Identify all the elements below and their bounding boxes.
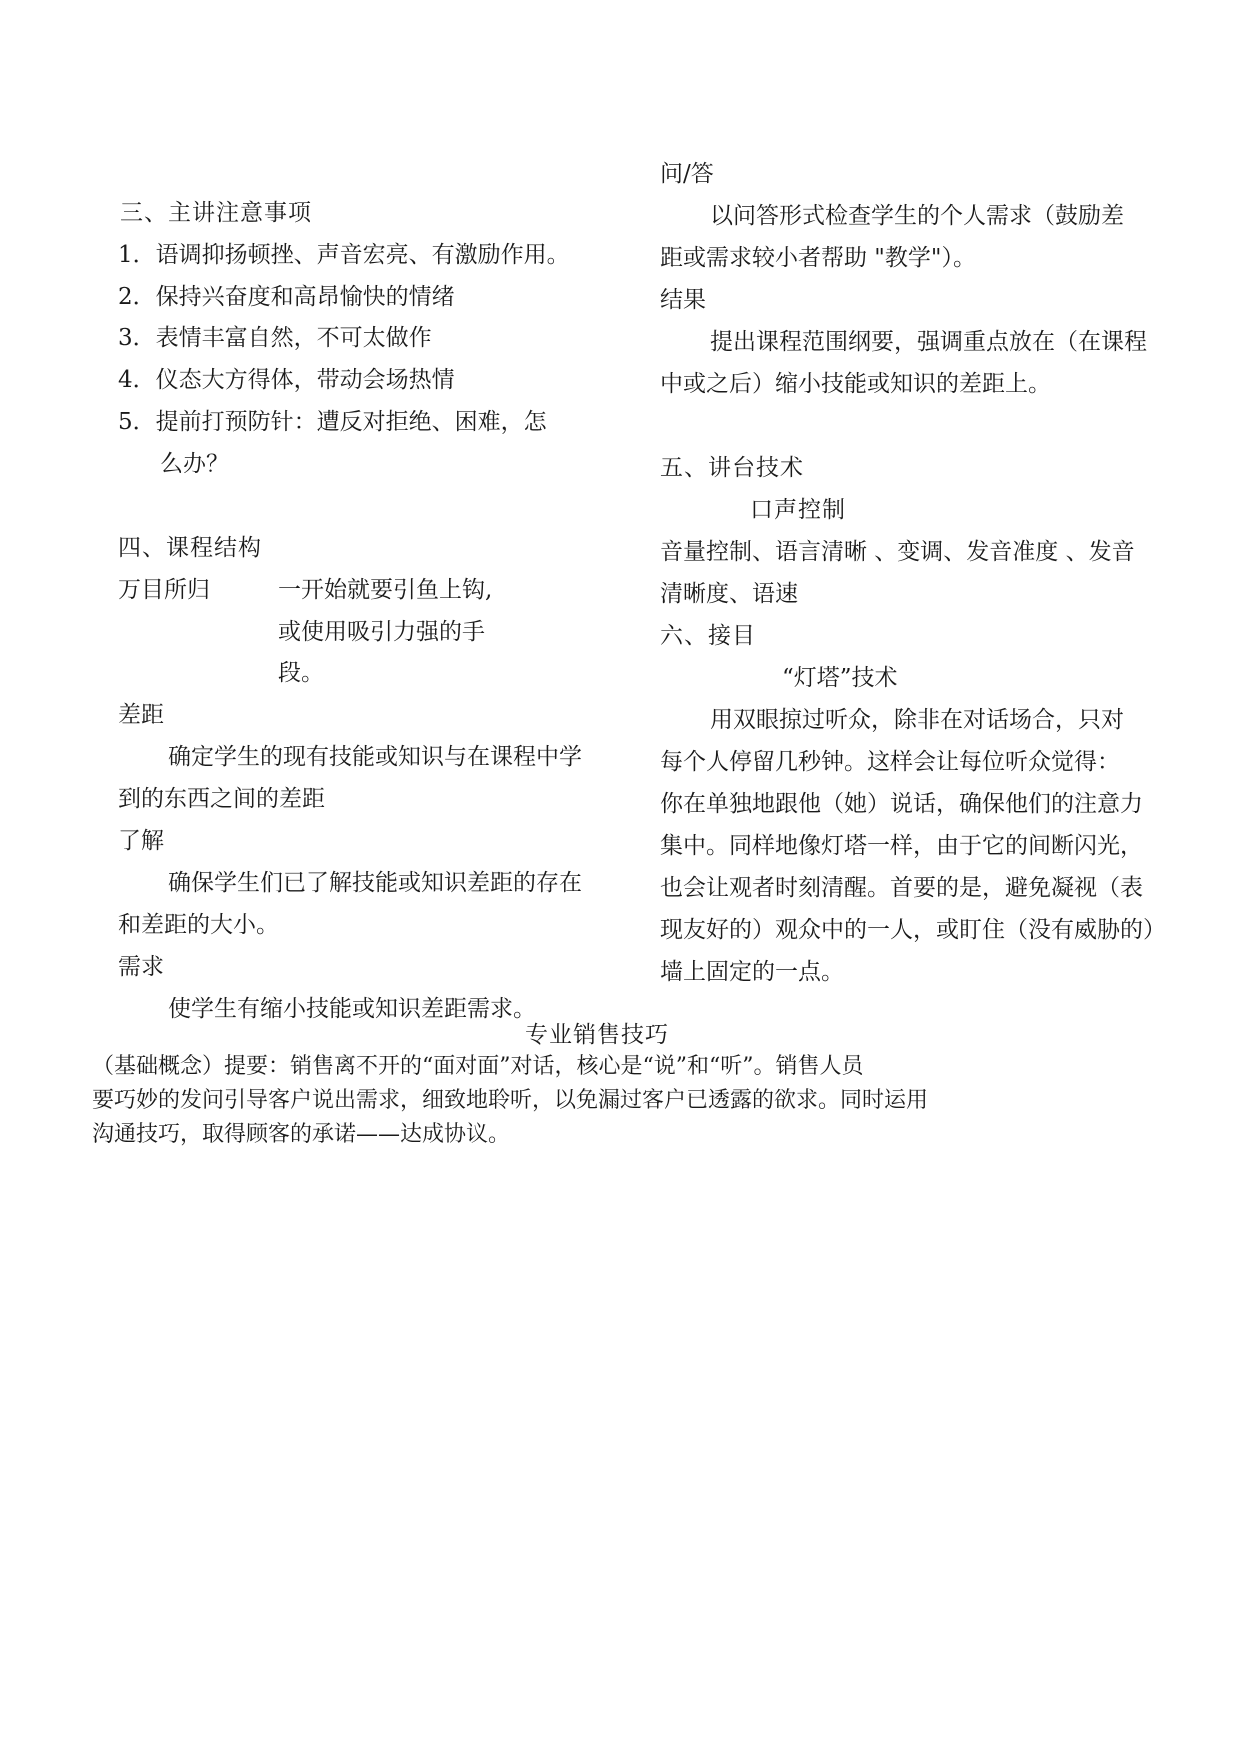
paragraph-line: 到的东西之间的差距 — [118, 786, 325, 812]
list-item: 4．仪态大方得体，带动会场热情 — [118, 367, 455, 393]
paragraph-line: 和差距的大小。 — [118, 912, 279, 938]
list-item: 5．提前打预防针：遭反对拒绝、困难，怎 — [118, 409, 547, 435]
sales-title: 专业销售技巧 — [525, 1022, 669, 1048]
list-item: 3．表情丰富自然，不可太做作 — [118, 325, 432, 351]
sales-line: 要巧妙的发问引导客户说出需求，细致地聆听，以免漏过客户已透露的欲求。同时运用 — [92, 1088, 929, 1113]
result-heading: 结果 — [660, 287, 706, 313]
paragraph-line: 提出课程范围纲要，强调重点放在（在课程 — [710, 329, 1147, 355]
paragraph-line: 中或之后）缩小技能或知识的差距上。 — [660, 371, 1051, 397]
sales-line: 沟通技巧，取得顾客的承诺——达成协议。 — [92, 1122, 511, 1147]
paragraph-line: 音量控制、语言清晰 、变调、发音准度 、发音 — [660, 539, 1135, 565]
list-item: 1．语调抑扬顿挫、声音宏亮、有激励作用。 — [118, 242, 570, 268]
term-description: 一开始就要引鱼上钩, — [278, 577, 493, 603]
sales-line: （基础概念）提要：销售离不开的“面对面”对话，核心是“说”和“听”。销售人员 — [92, 1054, 864, 1079]
gap-heading: 差距 — [118, 702, 164, 728]
term-description: 或使用吸引力强的手 — [278, 619, 485, 645]
paragraph-line: 确保学生们已了解技能或知识差距的存在 — [168, 870, 582, 896]
list-item-continuation: 么办？ — [160, 451, 229, 477]
paragraph-line: 每个人停留几秒钟。这样会让每位听众觉得： — [660, 749, 1120, 775]
term-description: 段。 — [278, 660, 324, 686]
lighthouse-heading: “灯塔”技术 — [782, 665, 898, 691]
paragraph-line: 使学生有缩小技能或知识差距需求。 — [168, 996, 536, 1022]
paragraph-line: 用双眼掠过听众，除非在对话场合，只对 — [710, 707, 1124, 733]
paragraph-line: 你在单独地跟他（她）说话，确保他们的注意力 — [660, 791, 1143, 817]
paragraph-line: 清晰度、语速 — [660, 581, 798, 607]
paragraph-line: 以问答形式检查学生的个人需求（鼓励差 — [710, 203, 1124, 229]
paragraph-line: 现友好的）观众中的一人，或盯住（没有威胁的） — [660, 917, 1166, 943]
paragraph-line: 墙上固定的一点。 — [660, 959, 844, 985]
paragraph-line: 确定学生的现有技能或知识与在课程中学 — [168, 744, 582, 770]
paragraph-line: 集中。同样地像灯塔一样，由于它的间断闪光， — [660, 833, 1143, 859]
section-5-heading: 五、讲台技术 — [660, 455, 804, 481]
need-heading: 需求 — [118, 954, 164, 980]
term-label: 万目所归 — [118, 577, 210, 603]
paragraph-line: 距或需求较小者帮助 "教学"）。 — [660, 245, 976, 271]
qa-heading: 问/答 — [660, 161, 714, 187]
section-6-heading: 六、接目 — [660, 623, 756, 649]
voice-control-heading: 口声控制 — [750, 497, 846, 523]
section-4-heading: 四、课程结构 — [118, 535, 262, 561]
paragraph-line: 也会让观者时刻清醒。首要的是，避免凝视（表 — [660, 875, 1143, 901]
list-item: 2．保持兴奋度和高昂愉快的情绪 — [118, 284, 455, 310]
understand-heading: 了解 — [118, 828, 164, 854]
section-3-heading: 三、主讲注意事项 — [120, 200, 312, 226]
